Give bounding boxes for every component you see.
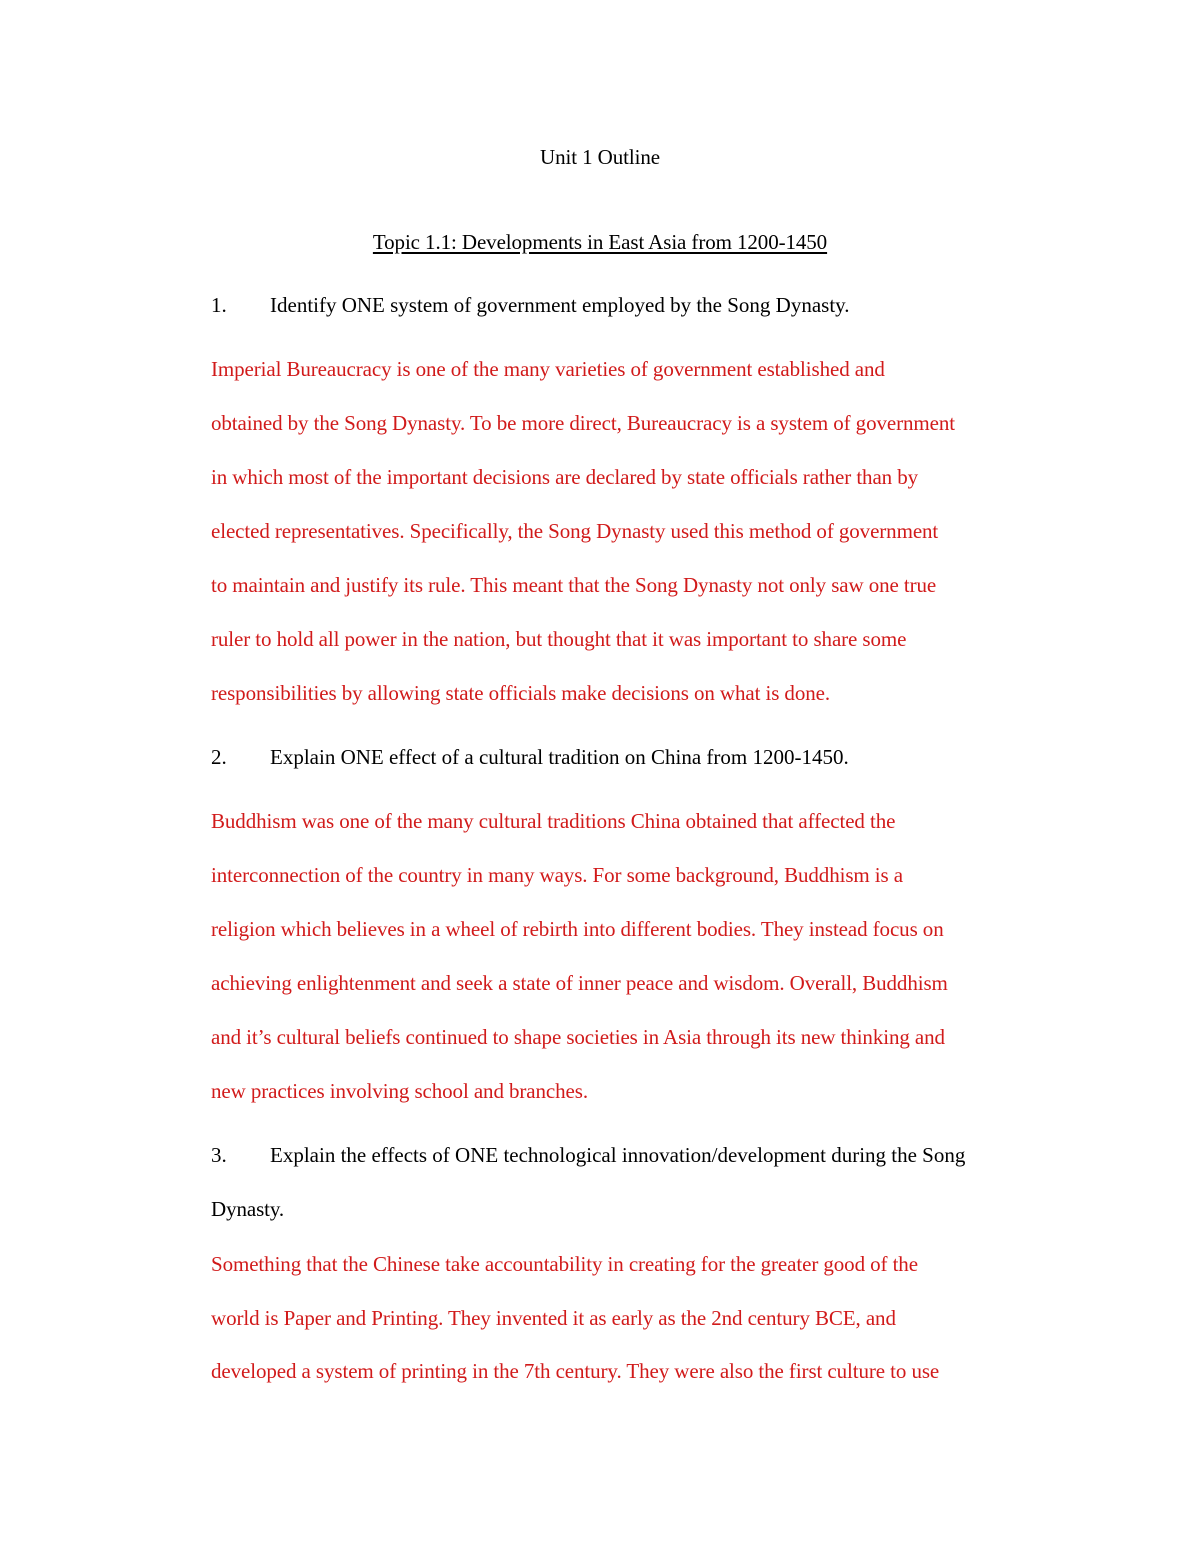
- answer-2-line: and it’s cultural beliefs continued to shape societies in Asia through its new thinking and: [211, 1025, 945, 1049]
- answer-3-line: developed a system of printing in the 7th century. They were also the first culture to use: [211, 1359, 940, 1383]
- answer-3-line: world is Paper and Printing. They invented it as early as the 2nd century BCE, and: [211, 1306, 896, 1330]
- answer-1-line: obtained by the Song Dynasty. To be more direct, Bureaucracy is a system of government: [211, 411, 955, 435]
- answer-3-line: Something that the Chinese take accountability in creating for the greater good of the: [211, 1252, 918, 1276]
- answer-1-line: Imperial Bureaucracy is one of the many varieties of government established and: [211, 357, 885, 381]
- answer-1-line: in which most of the important decisions are declared by state officials rather than by: [211, 465, 919, 489]
- question-2-number: 2.: [211, 745, 227, 769]
- question-1-text: Identify ONE system of government employed by the Song Dynasty.: [270, 293, 850, 317]
- topic-heading-text: Topic 1.1: Developments in East Asia from 1200-1450: [372, 230, 828, 254]
- question-1-number: 1.: [211, 293, 227, 317]
- question-3-text: Explain the effects of ONE technological innovation/development during the Song: [270, 1143, 966, 1167]
- answer-1-line: to maintain and justify its rule. This meant that the Song Dynasty not only saw one true: [211, 573, 937, 597]
- answer-1-line: responsibilities by allowing state officials make decisions on what is done.: [211, 681, 830, 705]
- topic-heading: [0, 228, 1200, 256]
- answer-2-line: new practices involving school and branches.: [211, 1079, 588, 1103]
- answer-1-line: ruler to hold all power in the nation, but thought that it was important to share some: [211, 627, 907, 651]
- question-3-text-continued: Dynasty.: [211, 1197, 285, 1221]
- answer-2-line: Buddhism was one of the many cultural traditions China obtained that affected the: [211, 809, 896, 833]
- question-2-text: Explain ONE effect of a cultural tradition on China from 1200-1450.: [270, 745, 849, 769]
- answer-2-line: interconnection of the country in many ways. For some background, Buddhism is a: [211, 863, 903, 887]
- page-title: Unit 1 Outline: [540, 145, 660, 169]
- answer-1-line: elected representatives. Specifically, the Song Dynasty used this method of government: [211, 519, 939, 543]
- answer-2-line: religion which believes in a wheel of rebirth into different bodies. They instead focus on: [211, 917, 944, 941]
- answer-2-line: achieving enlightenment and seek a state of inner peace and wisdom. Overall, Buddhism: [211, 971, 948, 995]
- question-3-number: 3.: [211, 1143, 227, 1167]
